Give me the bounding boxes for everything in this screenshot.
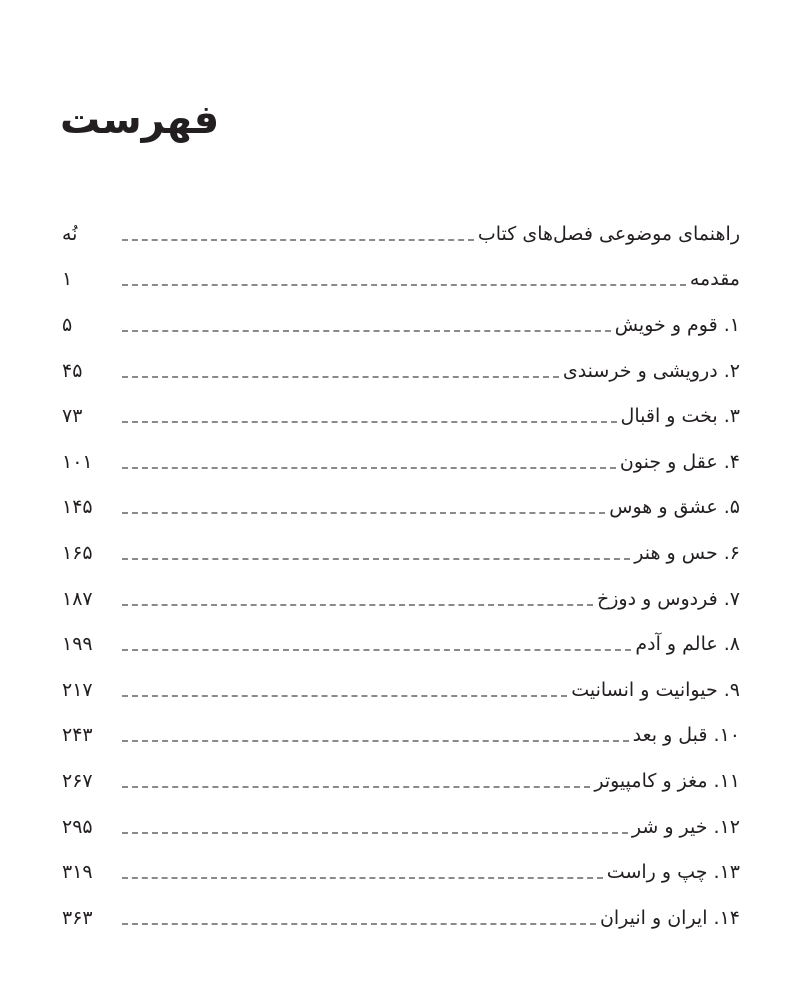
dot-leader (122, 421, 617, 423)
toc-entry-title: ۸. عالم و آدم (635, 633, 740, 656)
toc-page-number: ۳۶۳ (62, 906, 93, 929)
toc-entry-title: ۷. فردوس و دوزخ (596, 587, 740, 610)
toc-page-number: ۱ (62, 268, 73, 291)
page-title: فهرست (60, 97, 220, 143)
dot-leader (122, 923, 596, 925)
toc-entry-topic-guide (62, 211, 740, 257)
toc-entry-title: ۱۳. چپ و راست (606, 861, 740, 884)
toc-page-number: ۱۸۷ (62, 587, 93, 610)
toc-entry-chapter-5 (62, 485, 740, 531)
toc-entry-chapter-10 (62, 713, 740, 759)
dot-leader (122, 877, 603, 879)
toc-entry-title: راهنمای موضوعی فصل‌های کتاب (477, 222, 740, 245)
dot-leader (122, 649, 631, 651)
toc-page-number: ۱۰۱ (62, 450, 93, 473)
toc-entry-title: مقدمه (689, 268, 740, 291)
toc-entry-chapter-6 (62, 530, 740, 576)
toc-entry-title: ۲. درویشی و خرسندی (562, 359, 740, 382)
toc-entry-chapter-14 (62, 895, 740, 941)
toc-entry-title: ۱۱. مغز و کامپیوتر (594, 769, 740, 792)
toc-entry-chapter-11 (62, 758, 740, 804)
dot-leader (122, 284, 686, 286)
dot-leader (122, 604, 593, 606)
toc-page-number: ۲۱۷ (62, 678, 93, 701)
toc-entry-chapter-2 (62, 348, 740, 394)
table-of-contents (62, 211, 740, 941)
toc-entry-chapter-4 (62, 439, 740, 485)
toc-entry-chapter-1 (62, 302, 740, 348)
dot-leader (122, 786, 590, 788)
toc-page-number: ۱۴۵ (62, 496, 93, 519)
dot-leader (122, 512, 605, 514)
dot-leader (122, 558, 630, 560)
dot-leader (122, 330, 611, 332)
toc-page-number: ۱۶۵ (62, 541, 93, 564)
toc-entry-chapter-9 (62, 667, 740, 713)
toc-entry-chapter-7 (62, 576, 740, 622)
dot-leader (122, 467, 616, 469)
toc-entry-title: ۱. قوم و خویش (614, 313, 740, 336)
toc-page-number: ۵ (62, 313, 73, 336)
dot-leader (122, 832, 628, 834)
dot-leader (122, 695, 567, 697)
toc-entry-title: ۶. حس و هنر (634, 541, 740, 564)
toc-entry-chapter-8 (62, 621, 740, 667)
toc-page-number: ۷۳ (62, 405, 83, 428)
toc-entry-chapter-12 (62, 804, 740, 850)
toc-page-number: ۱۹۹ (62, 633, 93, 656)
toc-page-number: ۳۱۹ (62, 861, 93, 884)
toc-page-number: ۲۴۳ (62, 724, 93, 747)
toc-entry-title: ۳. بخت و اقبال (620, 405, 740, 428)
toc-page-number: ۴۵ (62, 359, 83, 382)
toc-entry-title: ۱۴. ایران و انیران (599, 906, 740, 929)
toc-entry-introduction (62, 257, 740, 303)
dot-leader (122, 376, 559, 378)
toc-entry-chapter-3 (62, 393, 740, 439)
toc-entry-title: ۱۲. خیر و شر (631, 815, 740, 838)
toc-entry-title: ۵. عشق و هوس (609, 496, 740, 519)
toc-page-number: ۲۹۵ (62, 815, 93, 838)
toc-page-number: ۲۶۷ (62, 769, 93, 792)
toc-page-number: نُه (62, 222, 78, 245)
toc-entry-chapter-13 (62, 849, 740, 895)
dot-leader (122, 740, 629, 742)
toc-entry-title: ۴. عقل و جنون (619, 450, 740, 473)
toc-entry-title: ۱۰. قبل و بعد (632, 724, 740, 747)
dot-leader (122, 239, 474, 241)
toc-entry-title: ۹. حیوانیت و انسانیت (571, 678, 740, 701)
